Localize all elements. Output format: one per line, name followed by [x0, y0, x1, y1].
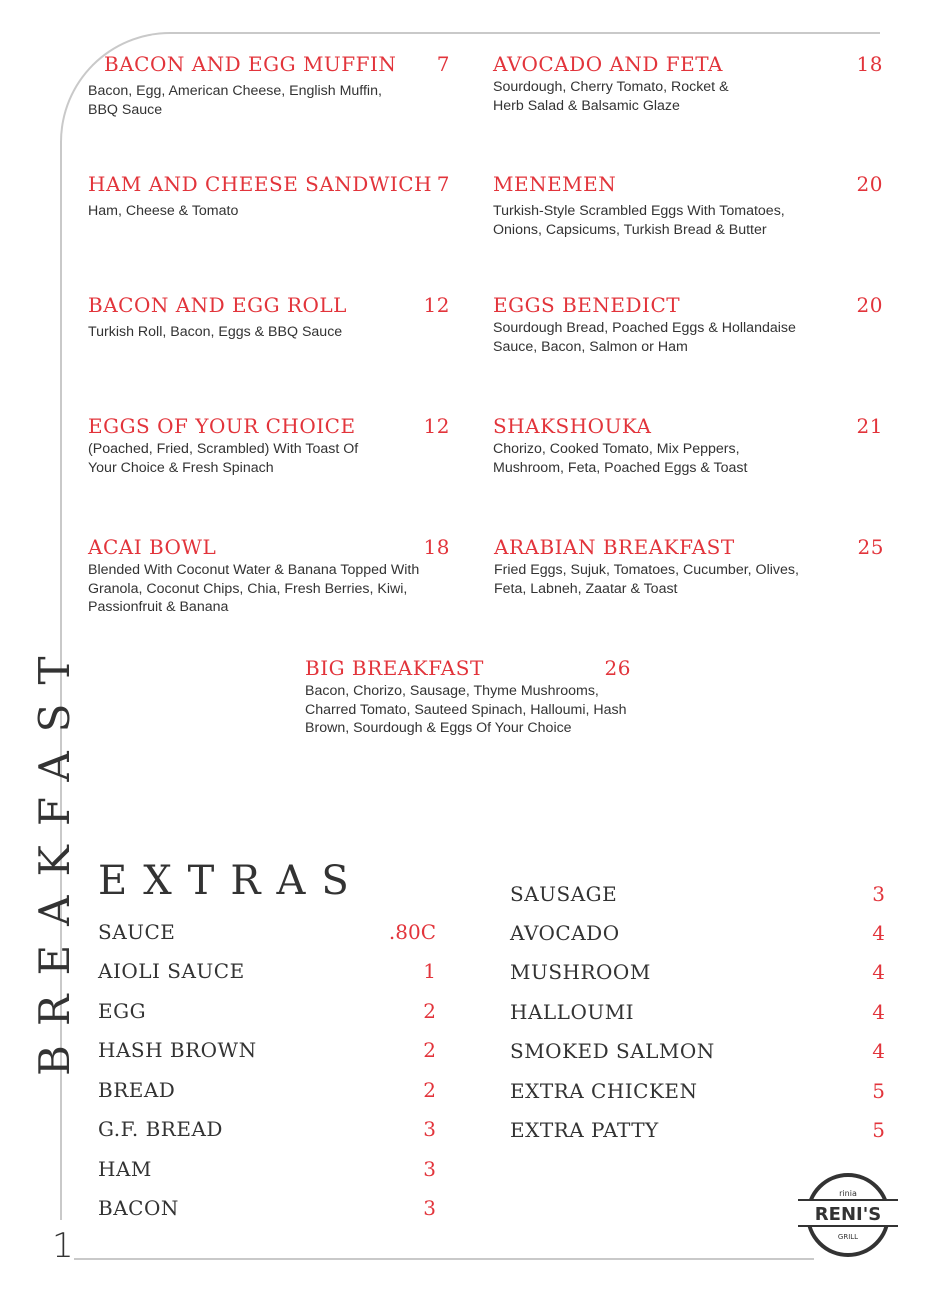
item-name: ARABIAN BREAKFAST	[494, 535, 735, 559]
extras-price: 4	[872, 1039, 885, 1063]
item-price: 7	[436, 172, 450, 196]
extras-name: MUSHROOM	[510, 960, 651, 984]
extras-name: EXTRA CHICKEN	[510, 1079, 698, 1103]
item-price: 12	[423, 414, 450, 438]
extras-price: 3	[872, 882, 885, 906]
menu-item	[493, 414, 883, 477]
item-desc: Bacon, Chorizo, Sausage, Thyme Mushrooms, Charred Tomato, Sauteed Spinach, Halloumi, Hash Brown, Sourdough & Eggs Of Your Choice	[305, 683, 627, 736]
item-desc: Ham, Cheese & Tomato	[88, 203, 239, 219]
extras-row	[510, 1118, 885, 1142]
item-name: EGGS OF YOUR CHOICE	[88, 414, 356, 438]
extras-price: 5	[872, 1118, 885, 1142]
item-name: BIG BREAKFAST	[305, 656, 484, 680]
extras-name: AIOLI SAUCE	[98, 959, 245, 983]
item-price: 25	[857, 535, 884, 559]
item-desc: (Poached, Fried, Scrambled) With Toast Of Your Choice & Fresh Spinach	[88, 441, 359, 476]
extras-name: G.F. BREAD	[98, 1117, 223, 1141]
menu-item	[88, 52, 450, 119]
item-name: ACAI BOWL	[88, 535, 217, 559]
extras-price: 3	[423, 1196, 436, 1220]
item-price: 26	[604, 656, 631, 680]
item-price: 20	[856, 293, 883, 317]
extras-row	[510, 1039, 885, 1063]
item-name: SHAKSHOUKA	[493, 414, 652, 438]
extras-price: 3	[423, 1157, 436, 1181]
item-price: 21	[856, 414, 883, 438]
extras-row	[98, 959, 436, 983]
extras-row	[98, 1038, 436, 1062]
extras-row	[98, 1196, 436, 1220]
logo-name: RENI'S	[814, 1204, 882, 1225]
item-price: 20	[856, 172, 883, 196]
extras-price: .80C	[388, 920, 436, 944]
item-desc: Blended With Coconut Water & Banana Topped With Granola, Coconut Chips, Chia, Fresh Berries, Kiwi, Passionfruit & Banana	[88, 562, 420, 615]
extras-row	[510, 921, 885, 945]
item-price: 18	[423, 535, 450, 559]
item-desc: Fried Eggs, Sujuk, Tomatoes, Cucumber, Olives, Feta, Labneh, Zaatar & Toast	[494, 562, 799, 597]
item-price: 12	[423, 293, 450, 317]
item-price: 7	[436, 52, 450, 76]
menu-item	[88, 535, 450, 617]
logo-tag: rinia	[839, 1189, 857, 1198]
item-desc: Chorizo, Cooked Tomato, Mix Peppers, Mushroom, Feta, Poached Eggs & Toast	[493, 441, 748, 476]
item-name: EGGS BENEDICT	[493, 293, 681, 317]
frame-bottom-rule	[74, 1258, 814, 1260]
menu-item	[88, 293, 450, 342]
extras-name: SAUSAGE	[510, 882, 618, 906]
menu-item	[305, 656, 631, 738]
item-price: 18	[856, 52, 883, 76]
extras-row	[98, 1157, 436, 1181]
extras-row	[98, 999, 436, 1023]
menu-item	[493, 293, 883, 356]
menu-item	[493, 172, 883, 239]
logo-sub: GRILL	[837, 1233, 859, 1241]
item-name: MENEMEN	[493, 172, 617, 196]
extras-row	[98, 1078, 436, 1102]
extras-price: 2	[423, 999, 436, 1023]
extras-name: HALLOUMI	[510, 1000, 635, 1024]
extras-price: 2	[423, 1078, 436, 1102]
extras-title: EXTRAS	[98, 858, 365, 904]
extras-name: EXTRA PATTY	[510, 1118, 659, 1142]
item-name: AVOCADO AND FETA	[493, 52, 723, 76]
item-desc: Bacon, Egg, American Cheese, English Muffin, BBQ Sauce	[88, 83, 382, 118]
item-desc: Sourdough, Cherry Tomato, Rocket & Herb Salad & Balsamic Glaze	[493, 79, 729, 114]
extras-name: HAM	[98, 1157, 152, 1181]
section-label: BREAKFAST	[30, 637, 79, 1076]
item-desc: Sourdough Bread, Poached Eggs & Hollandaise Sauce, Bacon, Salmon or Ham	[493, 320, 796, 355]
extras-row	[510, 882, 885, 906]
menu-item	[88, 172, 450, 221]
extras-price: 4	[872, 921, 885, 945]
extras-row	[98, 1117, 436, 1141]
extras-price: 1	[423, 959, 436, 983]
extras-price: 2	[423, 1038, 436, 1062]
extras-price: 5	[872, 1079, 885, 1103]
item-name: BACON AND EGG MUFFIN	[104, 52, 397, 76]
extras-price: 4	[872, 1000, 885, 1024]
extras-price: 3	[423, 1117, 436, 1141]
extras-price: 4	[872, 960, 885, 984]
extras-name: BREAD	[98, 1078, 176, 1102]
extras-name: EGG	[98, 999, 147, 1023]
extras-name: SMOKED SALMON	[510, 1039, 715, 1063]
extras-row	[98, 920, 436, 944]
menu-item	[493, 52, 883, 115]
extras-name: HASH BROWN	[98, 1038, 257, 1062]
menu-item	[88, 414, 450, 477]
extras-name: AVOCADO	[510, 921, 620, 945]
item-name: HAM AND CHEESE SANDWICH	[88, 172, 433, 196]
menu-item	[494, 535, 884, 598]
renis-grill-logo	[796, 1172, 900, 1258]
extras-row	[510, 960, 885, 984]
item-desc: Turkish-Style Scrambled Eggs With Tomatoes, Onions, Capsicums, Turkish Bread & Butter	[493, 203, 785, 238]
page-number: 1	[52, 1226, 74, 1266]
extras-row	[510, 1079, 885, 1103]
extras-row	[510, 1000, 885, 1024]
extras-name: BACON	[98, 1196, 179, 1220]
item-name: BACON AND EGG ROLL	[88, 293, 347, 317]
extras-name: SAUCE	[98, 920, 176, 944]
item-desc: Turkish Roll, Bacon, Eggs & BBQ Sauce	[88, 324, 343, 340]
